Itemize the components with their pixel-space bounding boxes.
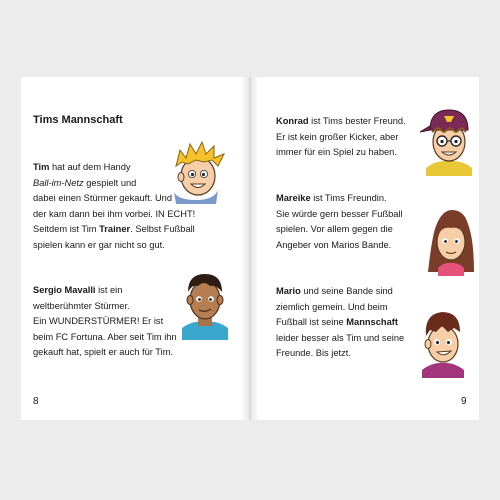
text-line	[33, 207, 195, 223]
text-run: Angeber von Marios Bande.	[276, 239, 392, 250]
text-run: Mannschaft	[346, 317, 398, 327]
text-run: Er ist kein großer Kicker, aber	[276, 131, 399, 142]
text-run: Sergio Mavalli	[33, 285, 96, 295]
text-run: Konrad	[276, 116, 309, 126]
text-run: spielen kann er gar nicht so gut.	[33, 239, 165, 250]
book-spine	[241, 77, 259, 420]
text-run: der kam dann bei ihm vorbei. IN ECHT!	[33, 208, 196, 219]
text-run: Fußball ist seine	[276, 317, 347, 327]
tim-portrait	[166, 140, 232, 206]
text-run: gekauft hat, spielt er auch für Tim.	[33, 347, 174, 357]
text-run: . Selbst Fußball	[130, 224, 195, 234]
sergio-portrait	[176, 268, 234, 340]
page-number-left: 8	[33, 396, 39, 407]
text-line	[276, 346, 404, 362]
text-line	[33, 330, 177, 346]
text-line	[33, 238, 195, 254]
text-run: gespielt und	[83, 177, 137, 188]
text-run: beim FC Fortuna. Aber seit Tim ihn	[33, 331, 177, 342]
text-line	[276, 222, 403, 238]
text-run: spielen. Vor allem gegen die	[276, 224, 393, 234]
text-run: Freunde. Bis jetzt.	[276, 348, 351, 358]
page-number-right: 9	[461, 396, 467, 407]
text-run: Sie würde gern besser Fußball	[276, 208, 403, 219]
paragraph-mario	[276, 284, 404, 362]
text-run: ist Tims bester Freund.	[308, 116, 406, 126]
text-run: ist ein	[95, 285, 123, 295]
text-run: Tim	[33, 162, 50, 172]
mareike-portrait	[424, 206, 478, 276]
text-line	[33, 299, 177, 315]
text-run: hat auf dem Handy	[49, 162, 131, 172]
paragraph-mareike	[276, 191, 403, 253]
konrad-portrait	[418, 106, 480, 176]
text-line	[276, 191, 403, 207]
text-run: Trainer	[99, 224, 131, 234]
text-run: dabei einen Stürmer gekauft. Und	[33, 193, 173, 203]
text-line	[276, 331, 404, 347]
text-line	[276, 300, 404, 316]
text-line	[276, 315, 404, 331]
text-run: weltberühmter Stürmer.	[33, 300, 130, 311]
paragraph-konrad	[276, 114, 406, 161]
text-line	[33, 222, 195, 238]
text-line	[33, 314, 177, 330]
text-line	[276, 284, 404, 300]
page-heading: Tims Mannschaft	[33, 114, 123, 126]
text-line	[276, 238, 403, 254]
text-line	[276, 145, 406, 161]
text-run: Mario	[276, 286, 301, 296]
text-run: Ein WUNDERSTÜRMER! Er ist	[33, 316, 164, 326]
mario-portrait	[414, 304, 472, 378]
text-run: Seitdem ist Tim	[33, 224, 100, 234]
text-line	[276, 130, 406, 146]
text-line	[33, 345, 177, 361]
text-run: leider besser als Tim und seine	[276, 332, 405, 343]
text-run: immer für ein Spiel zu haben.	[276, 147, 397, 157]
paragraph-sergio	[33, 283, 177, 361]
text-run: Mareike	[276, 193, 311, 203]
text-run: Ball-im-Netz	[33, 177, 84, 188]
text-run: ist Tims Freundin.	[310, 193, 387, 203]
text-run: ziemlich gemein. Und beim	[276, 301, 388, 312]
text-line	[276, 114, 406, 130]
text-run: und seine Bande sind	[300, 286, 393, 296]
text-line	[276, 207, 403, 223]
text-line	[33, 283, 177, 299]
